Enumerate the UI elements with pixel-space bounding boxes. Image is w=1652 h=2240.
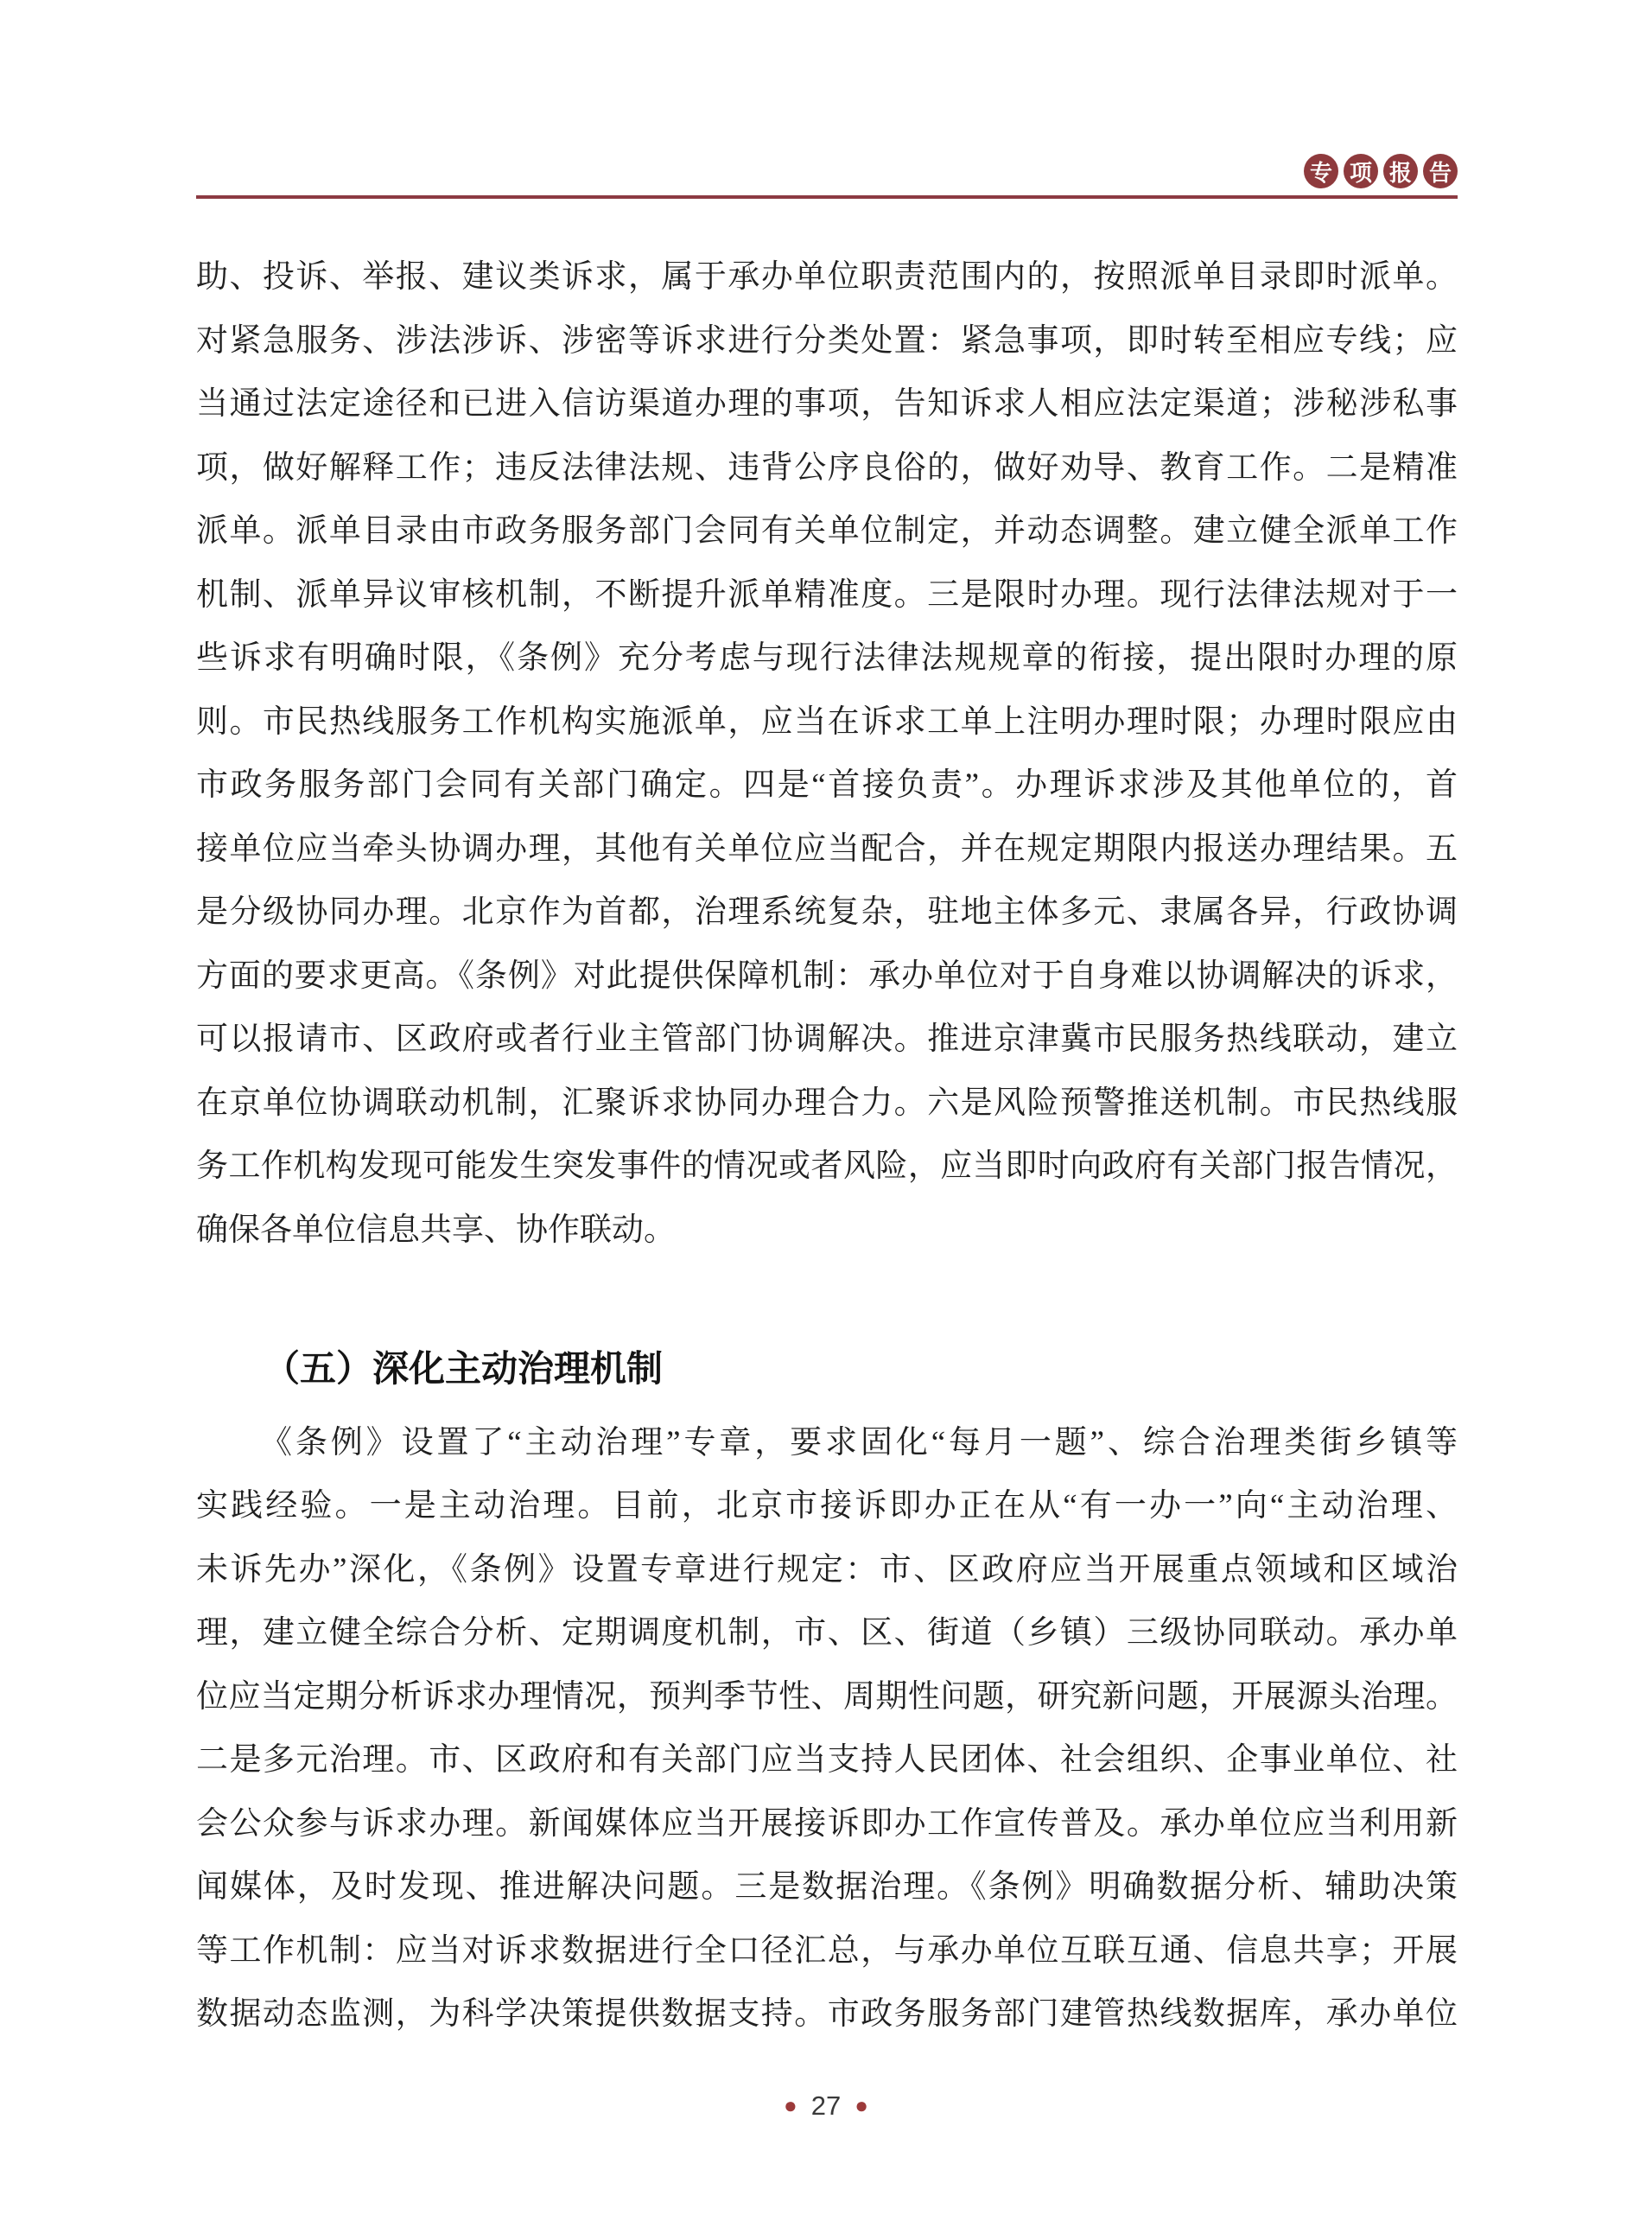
- page-number-dot: ●: [855, 2092, 868, 2118]
- body-line: 当通过法定途径和已进入信访渠道办理的事项，告知诉求人相应法定渠道；涉秘涉私事: [196, 386, 1458, 422]
- body-line: 位应当定期分析诉求办理情况，预判季节性、周期性问题，研究新问题，开展源头治理。: [196, 1678, 1458, 1715]
- badge-char-circle: 告: [1423, 154, 1458, 188]
- paragraph-dispatch-mechanism: [196, 245, 1458, 1262]
- page-footer: [0, 2078, 1652, 2133]
- body-line: 些诉求有明确时限，《条例》充分考虑与现行法律法规规章的衔接，提出限时办理的原: [196, 640, 1458, 676]
- body-line: 务工作机构发现可能发生突发事件的情况或者风险，应当即时向政府有关部门报告情况，: [196, 1149, 1458, 1184]
- header-rule: [196, 195, 1458, 199]
- body-line: 数据动态监测，为科学决策提供数据支持。市政务服务部门建管热线数据库，承办单位: [196, 1996, 1458, 2032]
- page-body: [196, 245, 1458, 2046]
- page-number-dot: ●: [784, 2092, 797, 2118]
- page-number: 27: [810, 2090, 842, 2121]
- body-line: 二是多元治理。市、区政府和有关部门应当支持人民团体、社会组织、企事业单位、社: [196, 1742, 1458, 1778]
- body-line: 接单位应当牵头协调办理，其他有关单位应当配合，并在规定期限内报送办理结果。五: [196, 830, 1458, 867]
- section-heading: （五）深化主动治理机制: [264, 1348, 664, 1389]
- body-line: 市政务服务部门会同有关部门确定。四是“首接负责”。办理诉求涉及其他单位的，首: [196, 767, 1458, 803]
- body-line: 可以报请市、区政府或者行业主管部门协调解决。推进京津冀市民服务热线联动，建立: [196, 1021, 1458, 1057]
- body-line: 确保各单位信息共享、协作联动。: [196, 1212, 676, 1248]
- badge-char-circle: 专: [1304, 154, 1338, 188]
- body-line: 《条例》设置了“主动治理”专章，要求固化“每月一题”、综合治理类街乡镇等: [260, 1424, 1458, 1460]
- body-line: 机制、派单异议审核机制，不断提升派单精准度。三是限时办理。现行法律法规对于一: [196, 576, 1458, 613]
- body-line: 则。市民热线服务工作机构实施派单，应当在诉求工单上注明办理时限；办理时限应由: [196, 703, 1458, 740]
- body-line: 方面的要求更高。《条例》对此提供保障机制：承办单位对于自身难以协调解决的诉求，: [196, 958, 1458, 994]
- body-line: 在京单位协调联动机制，汇聚诉求协同办理合力。六是风险预警推送机制。市民热线服: [196, 1085, 1458, 1121]
- body-line: 未诉先办”深化，《条例》设置专章进行规定：市、区政府应当开展重点领域和区域治: [196, 1551, 1458, 1588]
- body-line: 实践经验。一是主动治理。目前，北京市接诉即办正在从“有一办一”向“主动治理、: [196, 1488, 1458, 1524]
- body-line: 会公众参与诉求办理。新闻媒体应当开展接诉即办工作宣传普及。承办单位应当利用新: [196, 1805, 1458, 1842]
- body-line: 派单。派单目录由市政务服务部门会同有关单位制定，并动态调整。建立健全派单工作: [196, 513, 1458, 549]
- body-line: 理，建立健全综合分析、定期调度机制，市、区、街道（乡镇）三级协同联动。承办单: [196, 1615, 1458, 1651]
- body-line: 等工作机制：应当对诉求数据进行全口径汇总，与承办单位互联互通、信息共享；开展: [196, 1932, 1458, 1969]
- paragraph-active-governance: [196, 1411, 1458, 2046]
- badge-char-circle: 报: [1383, 154, 1418, 188]
- body-line: 闻媒体，及时发现、推进解决问题。三是数据治理。《条例》明确数据分析、辅助决策: [196, 1869, 1458, 1905]
- badge-char-circle: 项: [1344, 154, 1378, 188]
- body-line: 助、投诉、举报、建议类诉求，属于承办单位职责范围内的，按照派单目录即时派单。: [196, 259, 1458, 295]
- body-line: 对紧急服务、涉法涉诉、涉密等诉求进行分类处置：紧急事项，即时转至相应专线；应: [196, 322, 1458, 359]
- report-type-badge: [1304, 154, 1458, 188]
- body-line: 项，做好解释工作；违反法律法规、违背公序良俗的，做好劝导、教育工作。二是精准: [196, 449, 1458, 486]
- body-line: 是分级协同办理。北京作为首都，治理系统复杂，驻地主体多元、隶属各异，行政协调: [196, 894, 1458, 930]
